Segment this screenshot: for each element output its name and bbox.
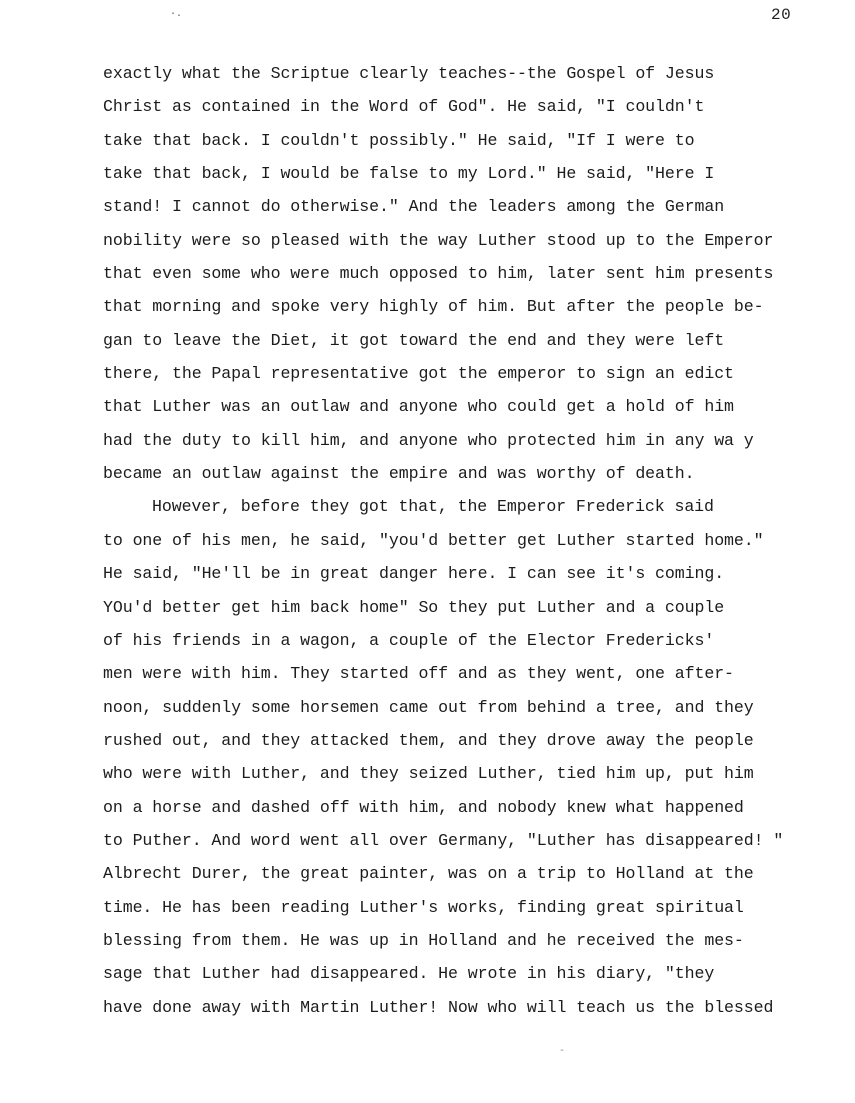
ink-speck: - [559,1046,566,1057]
text-line: sage that Luther had disappeared. He wrote in his diary, "they [103,964,715,984]
page-number: 20 [771,6,792,24]
text-line: that even some who were much opposed to him, later sent him presents [103,264,774,284]
text-line: stand! I cannot do otherwise." And the leaders among the German [103,197,725,217]
page-body-text [103,57,823,1024]
paragraph-first-line: However, before they got that, the Emperor Frederick said [152,497,714,517]
text-line: noon, suddenly some horsemen came out from behind a tree, and they [103,697,754,717]
text-line: time. He has been reading Luther's works, finding great spiritual [103,897,744,917]
text-line: take that back, I would be false to my Lord." He said, "Here I [103,164,715,184]
text-line: to Puther. And word went all over Germany, "Luther has disappeared! " [103,830,784,850]
text-line: nobility were so pleased with the way Luther stood up to the Emperor [103,230,774,250]
text-line: have done away with Martin Luther! Now who will teach us the blessed [103,997,774,1017]
text-line: men were with him. They started off and as they went, one after- [103,664,734,684]
text-line: rushed out, and they attacked them, and they drove away the people [103,730,754,750]
text-line: Christ as contained in the Word of God". He said, "I couldn't [103,97,705,117]
ink-speck: ·. [170,9,183,20]
text-line: YOu'd better get him back home" So they put Luther and a couple [103,597,725,617]
text-line: who were with Luther, and they seized Luther, tied him up, put him [103,764,754,784]
text-line: that Luther was an outlaw and anyone who could get a hold of him [103,397,734,417]
text-line: there, the Papal representative got the emperor to sign an edict [103,364,734,384]
text-line: Albrecht Durer, the great painter, was on a trip to Holland at the [103,864,754,884]
text-line: exactly what the Scriptue clearly teaches--the Gospel of Jesus [103,64,715,83]
text-line: that morning and spoke very highly of him. But after the people be- [103,297,764,317]
text-line: blessing from them. He was up in Holland and he received the mes- [103,930,744,950]
text-line: had the duty to kill him, and anyone who protected him in any wa y [103,430,754,450]
text-line: of his friends in a wagon, a couple of the Elector Fredericks' [103,630,715,650]
text-line: gan to leave the Diet, it got toward the end and they were left [103,330,725,350]
text-line: He said, "He'll be in great danger here. I can see it's coming. [103,564,725,584]
text-line: to one of his men, he said, "you'd better get Luther started home." [103,530,764,550]
text-line: became an outlaw against the empire and was worthy of death. [103,464,695,484]
text-line: on a horse and dashed off with him, and nobody knew what happened [103,797,744,817]
text-line: take that back. I couldn't possibly." He said, "If I were to [103,130,695,150]
